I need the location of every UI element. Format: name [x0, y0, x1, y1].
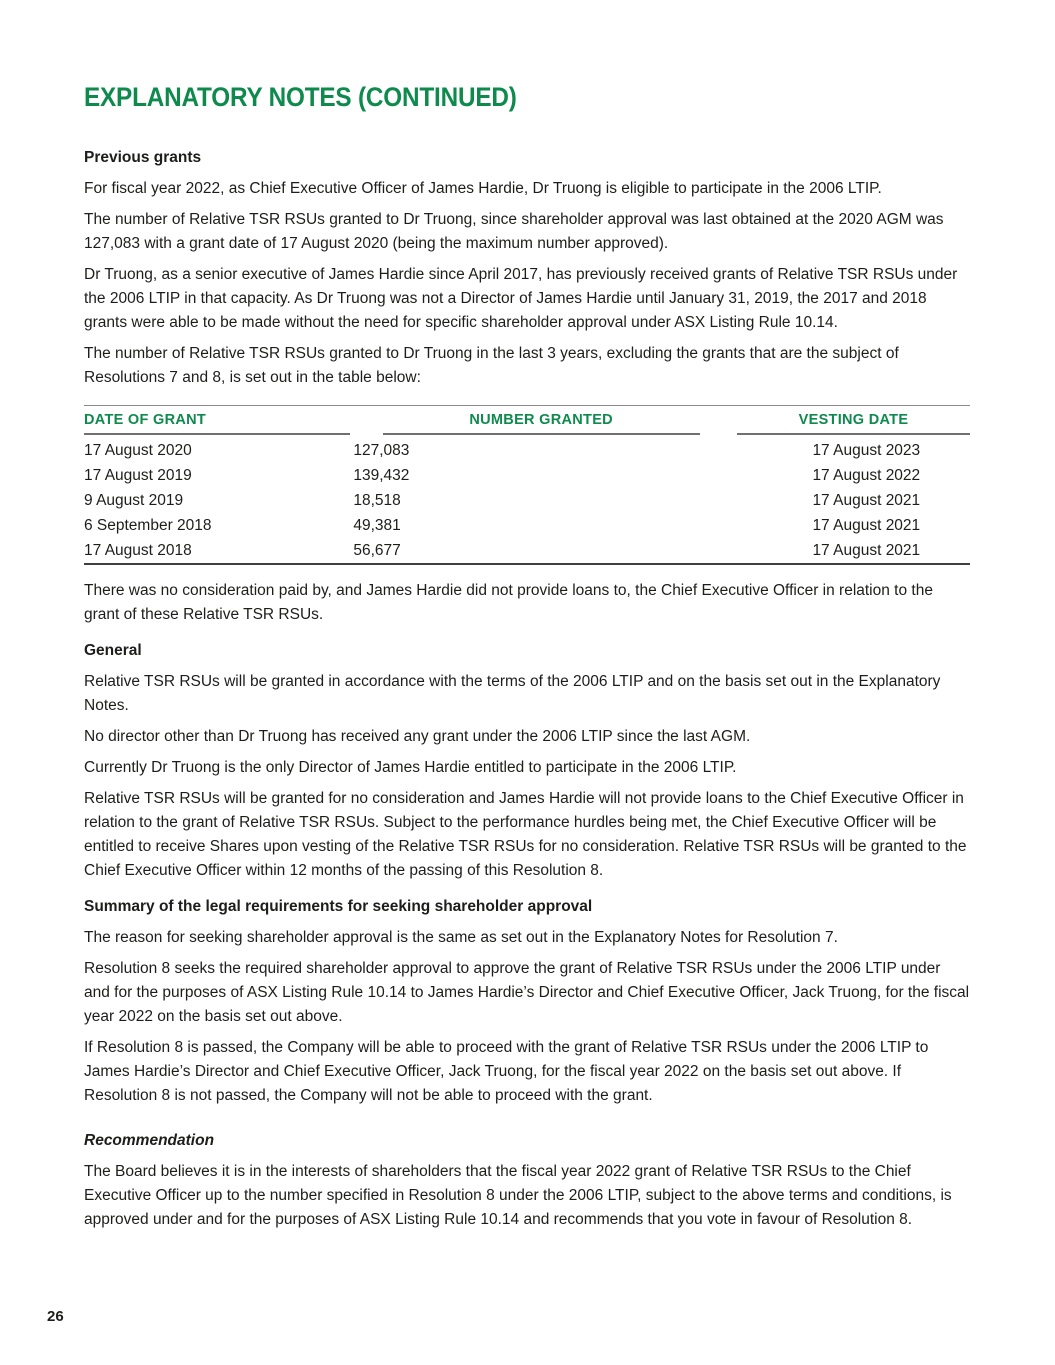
- section-heading-general: General: [84, 642, 142, 659]
- cell-number-granted: 18,518: [353, 491, 401, 509]
- cell-vesting-date: 17 August 2023: [812, 441, 921, 459]
- paragraph: The Board believes it is in the interests of shareholders that the fiscal year 2022 grant of Relative TSR RSUs to the Chief Executive Officer up to the number specified in Resolution 8 under the 2006 LTIP, subject to the above terms and conditions, is approved under and for the purposes of ASX Listing Rule 10.14 and recommends that you vote in favour of Resolution 8.: [84, 1163, 952, 1228]
- cell-number-granted: 139,432: [353, 466, 410, 484]
- table-row: [84, 488, 970, 513]
- column-header-date-of-grant: DATE OF GRANT: [84, 406, 350, 435]
- cell-number-granted: 49,381: [353, 516, 401, 534]
- paragraph: The number of Relative TSR RSUs granted to Dr Truong, since shareholder approval was last obtained at the 2020 AGM was 127,083 with a grant date of 17 August 2020 (being the maximum number approved).: [84, 211, 944, 252]
- cell-date-of-grant: 9 August 2019: [84, 491, 184, 509]
- cell-date-of-grant: 17 August 2019: [84, 466, 192, 484]
- page-title: [84, 82, 970, 113]
- page-title-text: EXPLANATORY NOTES (CONTINUED): [84, 82, 517, 112]
- paragraph: The number of Relative TSR RSUs granted to Dr Truong in the last 3 years, excluding the grants that are the subject of Resolutions 7 and 8, is set out in the table below:: [84, 345, 899, 386]
- cell-vesting-date: 17 August 2022: [812, 466, 921, 484]
- column-header-vesting-date: VESTING DATE: [737, 406, 970, 435]
- cell-vesting-date: 17 August 2021: [812, 516, 921, 534]
- cell-date-of-grant: 17 August 2020: [84, 441, 192, 459]
- cell-number-granted: 127,083: [353, 441, 410, 459]
- section-heading-legal-summary: Summary of the legal requirements for seeking shareholder approval: [84, 898, 593, 915]
- paragraph: Currently Dr Truong is the only Director of James Hardie entitled to participate in the 2006 LTIP.: [84, 759, 737, 776]
- paragraph: Dr Truong, as a senior executive of James Hardie since April 2017, has previously received grants of Relative TSR RSUs under the 2006 LTIP in that capacity. As Dr Truong was not a Director of James Hardie until January 31, 2019, the 2017 and 2018 grants were able to be made without the need for specific shareholder approval under ASX Listing Rule 10.14.: [84, 266, 958, 331]
- paragraph: For fiscal year 2022, as Chief Executive Officer of James Hardie, Dr Truong is eligible to participate in the 2006 LTIP.: [84, 180, 882, 197]
- grants-table: [84, 405, 970, 565]
- paragraph: Relative TSR RSUs will be granted in accordance with the terms of the 2006 LTIP and on the basis set out in the Explanatory Notes.: [84, 673, 941, 714]
- paragraph: Relative TSR RSUs will be granted for no consideration and James Hardie will not provide loans to the Chief Executive Officer in relation to the grant of Relative TSR RSUs. Subject to the performance hurdles being met, the Chief Executive Officer will be entitled to receive Shares upon vesting of the Relative TSR RSUs for no consideration. Relative TSR RSUs will be granted to the Chief Executive Officer within 12 months of the passing of this Resolution 8.: [84, 790, 967, 879]
- cell-vesting-date: 17 August 2021: [812, 541, 921, 559]
- grants-table-body: [84, 435, 970, 563]
- table-row: [84, 438, 970, 463]
- cell-date-of-grant: 17 August 2018: [84, 541, 192, 559]
- page-number: 26: [47, 1308, 64, 1325]
- table-row: [84, 463, 970, 488]
- paragraph: Resolution 8 seeks the required shareholder approval to approve the grant of Relative TSR RSUs under the 2006 LTIP under and for the purposes of ASX Listing Rule 10.14 to James Hardie’s Director and Chief Executive Officer, Jack Truong, for the fiscal year 2022 on the basis set out above.: [84, 960, 970, 1025]
- cell-date-of-grant: 6 September 2018: [84, 516, 212, 534]
- grants-table-header-row: [84, 406, 970, 435]
- paragraph: No director other than Dr Truong has received any grant under the 2006 LTIP since the last AGM.: [84, 728, 751, 745]
- column-header-number-granted: NUMBER GRANTED: [383, 406, 700, 435]
- paragraph: If Resolution 8 is passed, the Company will be able to proceed with the grant of Relative TSR RSUs under the 2006 LTIP to James Hardie’s Director and Chief Executive Officer, Jack Truong, for the fiscal year 2022 on the basis set out above. If Resolution 8 is not passed, the Company will not be able to proceed with the grant.: [84, 1039, 929, 1104]
- cell-number-granted: 56,677: [353, 541, 401, 559]
- table-row: [84, 513, 970, 538]
- table-row: [84, 538, 970, 563]
- paragraph: There was no consideration paid by, and James Hardie did not provide loans to, the Chief Executive Officer in relation to the grant of these Relative TSR RSUs.: [84, 582, 933, 623]
- cell-vesting-date: 17 August 2021: [812, 491, 921, 509]
- section-heading-recommendation: Recommendation: [84, 1132, 215, 1149]
- section-heading-previous-grants: Previous grants: [84, 149, 202, 166]
- paragraph: The reason for seeking shareholder approval is the same as set out in the Explanatory Notes for Resolution 7.: [84, 929, 838, 946]
